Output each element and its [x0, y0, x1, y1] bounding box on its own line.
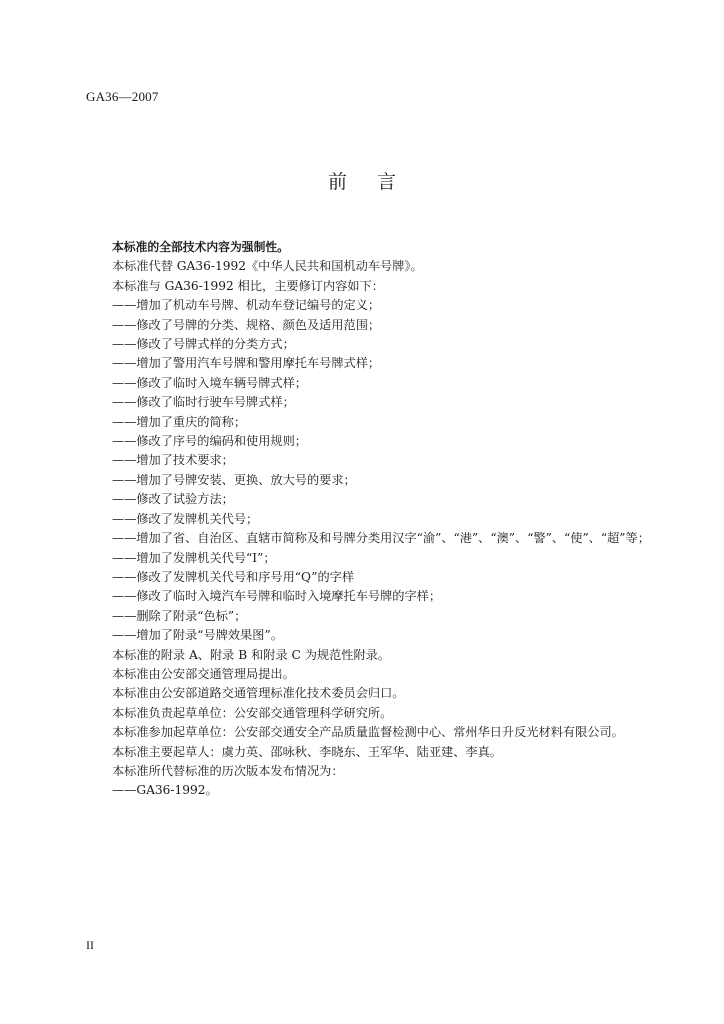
- paragraph: 本标准负责起草单位：公安部交通管理科学研究所。: [112, 705, 393, 720]
- paragraph: ——删除了附录“色标”；: [112, 608, 247, 623]
- paragraph: ——修改了序号的编码和使用规则；: [112, 434, 307, 449]
- paragraph: ——增加了技术要求；: [112, 453, 234, 468]
- paragraph: 本标准所代替标准的历次版本发布情况为：: [112, 763, 344, 778]
- page-number: II: [86, 938, 94, 952]
- paragraph: 本标准与 GA36-1992 相比，主要修订内容如下：: [112, 278, 384, 293]
- paragraph: ——修改了试验方法；: [112, 492, 234, 507]
- paragraph: ——增加了重庆的简称；: [112, 414, 247, 429]
- paragraph: ——GA36-1992。: [112, 783, 218, 798]
- paragraph: ——增加了附录“号牌效果图”。: [112, 628, 283, 643]
- standard-code: GA36—2007: [86, 89, 159, 104]
- paragraph: ——修改了临时行驶车号牌式样；: [112, 395, 295, 410]
- paragraph: ——增加了机动车号牌、机动车登记编号的定义；: [112, 298, 381, 313]
- paragraph: ——修改了号牌式样的分类方式；: [112, 337, 295, 352]
- paragraph: ——修改了临时入境汽车号牌和临时入境摩托车号牌的字样；: [112, 589, 442, 604]
- paragraph: ——增加了发牌机关代号“I”；: [112, 550, 276, 565]
- paragraph: 本标准主要起草人：虞力英、邵咏秋、李晓东、王军华、陆亚建、李真。: [112, 744, 502, 759]
- paragraph: ——修改了发牌机关代号和序号用“Q”的字样: [112, 569, 355, 584]
- paragraph: 本标准由公安部道路交通管理标准化技术委员会归口。: [112, 686, 405, 701]
- paragraph: ——增加了省、自治区、直辖市简称及和号牌分类用汉字“渝”、“港”、“澳”、“警”、“使”、“超”等；: [112, 531, 650, 546]
- paragraph: 本标准参加起草单位：公安部交通安全产品质量监督检测中心、常州华日升反光材料有限公司。: [112, 725, 624, 740]
- foreword-body: [86, 238, 668, 801]
- paragraph: ——修改了临时入境车辆号牌式样；: [112, 375, 307, 390]
- paragraph: ——增加了警用汽车号牌和警用摩托车号牌式样；: [112, 356, 381, 371]
- page-title: 前言: [327, 170, 426, 193]
- paragraph: ——修改了发牌机关代号；: [112, 511, 259, 526]
- paragraph: ——增加了号牌安装、更换、放大号的要求；: [112, 472, 356, 487]
- paragraph: 本标准的全部技术内容为强制性。: [112, 240, 289, 254]
- paragraph: ——修改了号牌的分类、规格、颜色及适用范围；: [112, 317, 381, 332]
- paragraph: 本标准的附录 A、附录 B 和附录 C 为规范性附录。: [112, 647, 391, 662]
- paragraph: 本标准代替 GA36-1992《中华人民共和国机动车号牌》。: [112, 259, 423, 274]
- paragraph: 本标准由公安部交通管理局提出。: [112, 666, 295, 681]
